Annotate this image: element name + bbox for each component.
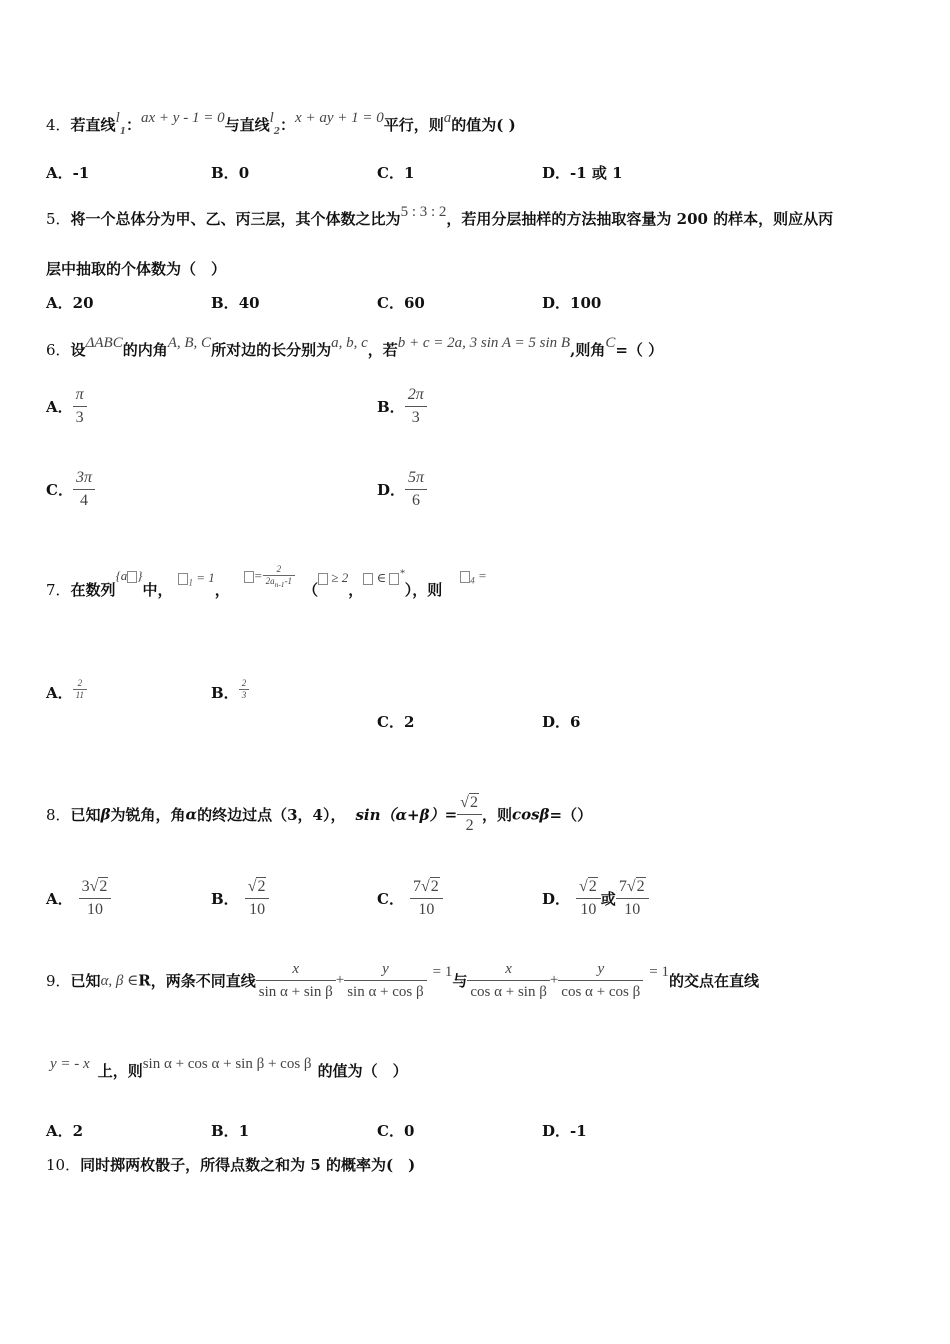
q6-option-d: D． $\frac{5\pi}{6}$	[377, 467, 427, 512]
q4-number: 4．	[46, 116, 71, 134]
q9-line2-x-term: $\frac{x}{\text{cos α + sin β}}$	[467, 958, 549, 1003]
q5-option-c: C．60	[377, 294, 425, 312]
q6-option-b: B． $\frac{2\pi}{3}$	[377, 384, 427, 429]
q8-sin-expression: sin（α+β）	[355, 806, 445, 824]
q9-line1-x-term: $\frac{x}{\text{sin α + sin β}}$	[256, 958, 336, 1003]
q5-number: 5．	[46, 210, 71, 228]
q6-option-c: C． $\frac{3\pi}{4}$	[46, 467, 95, 512]
q4-stem: 4．若直线$l_1$：ax + y - 1 = 0与直线$l_2$：x + ay + 1 = 0平行，则a的值为( )	[46, 110, 516, 137]
q8-option-a: A． $\frac{3√2}{10}$	[46, 876, 111, 921]
q6-triangle: ΔABC	[85, 335, 123, 351]
q9-stem: 9．已知α, β ∈R，两条不同直线 $\frac{x}{\text{sin α + sin β}}$ + $\frac{y}{\text{sin α + cos β}}$ = 1与 $\frac{x}{\text{cos α + sin β}}$ + $\frac{y}{\text{cos α + cos β}}$ = 1的交点在直线	[46, 958, 759, 1003]
q4-option-b: B．0	[211, 164, 250, 182]
q7-first-term: $_1$ = 1	[178, 570, 214, 585]
q7-option-c: C．2	[377, 713, 415, 731]
q5-option-a: A．20	[46, 294, 94, 312]
q9-stem-continued: y = - x 上，则sin α + cos α + sin β + cos β 的值为（ ）	[50, 1056, 408, 1080]
q4-option-c: C．1	[377, 164, 415, 182]
q7-number: 7．	[46, 580, 71, 599]
q7-recurrence: = $\frac{2}{2a_{n-1}-1}$	[244, 568, 295, 583]
q4-line2-equation: x + ay + 1 = 0	[295, 110, 384, 126]
q10-number: 10．	[46, 1156, 81, 1174]
q9-option-a: A．2	[46, 1122, 84, 1140]
q7-target-term: $_4$ =	[460, 568, 487, 583]
q7-option-d: D．6	[542, 713, 581, 731]
q8-number: 8．	[46, 806, 71, 824]
q6-stem: 6．设ΔABC的内角A, B, C所对边的长分别为a, b, c，若b + c = 2a, 3 sin A = 5 sin B,则角C=（ ）	[46, 335, 664, 359]
q8-stem: 8．已知β为锐角，角α的终边过点（3，4）， sin（α+β）= $\frac{√2}{2}$ ，则cosβ=（）	[46, 792, 592, 837]
q8-option-b: B． $\frac{√2}{10}$	[211, 876, 269, 921]
q5-option-b: B．40	[211, 294, 260, 312]
q5-option-d: D．100	[542, 294, 602, 312]
q9-line-equation: y = - x	[50, 1056, 90, 1072]
q9-option-c: C．0	[377, 1122, 415, 1140]
q9-option-d: D．-1	[542, 1122, 587, 1140]
q9-expression: sin α + cos α + sin β + cos β	[142, 1056, 312, 1072]
q6-number: 6．	[46, 341, 71, 359]
q7-option-a: A． $\frac{2}{11}$	[46, 680, 87, 703]
q8-option-c: C． $\frac{7√2}{10}$	[377, 876, 443, 921]
q9-option-b: B．1	[211, 1122, 250, 1140]
q4-line1-equation: ax + y - 1 = 0	[141, 110, 225, 126]
q9-number: 9．	[46, 972, 71, 990]
q6-option-a: A． $\frac{\pi}{3}$	[46, 384, 87, 429]
q7-sequence: {a }	[115, 567, 143, 583]
q5-stem-continued: 层中抽取的个体数为（ ）	[46, 260, 227, 278]
q7-stem: 7．在数列{a }中， $_1$ = 1，= $\frac{2}{2a_{n-1}-1}$ （ ≥ 2， ∈ *），则$_4$ =	[46, 564, 487, 599]
q10-stem: 10．同时掷两枚骰子，所得点数之和为 5 的概率为( )	[46, 1156, 416, 1174]
q9-line1-y-term: $\frac{y}{\text{sin α + cos β}}$	[344, 958, 426, 1003]
q5-ratio: 5 : 3 : 2	[400, 204, 447, 220]
q8-option-d: D． $\frac{√2}{10}$ 或 $\frac{7√2}{10}$	[542, 876, 649, 921]
q4-option-d: D．-1 或 1	[542, 164, 623, 182]
q4-option-a: A．-1	[46, 164, 90, 182]
q5-stem: 5．将一个总体分为甲、乙、丙三层，其个体数之比为5 : 3 : 2，若用分层抽样的方法抽取容量为 200 的样本，则应从丙	[46, 204, 834, 228]
q9-line2-y-term: $\frac{y}{\text{cos α + cos β}}$	[558, 958, 643, 1003]
q8-sin-value: $\frac{√2}{2}$	[457, 792, 482, 837]
q6-condition: b + c = 2a, 3 sin A = 5 sin B	[397, 335, 571, 351]
q7-option-b: B． $\frac{2}{3}$	[211, 680, 249, 703]
